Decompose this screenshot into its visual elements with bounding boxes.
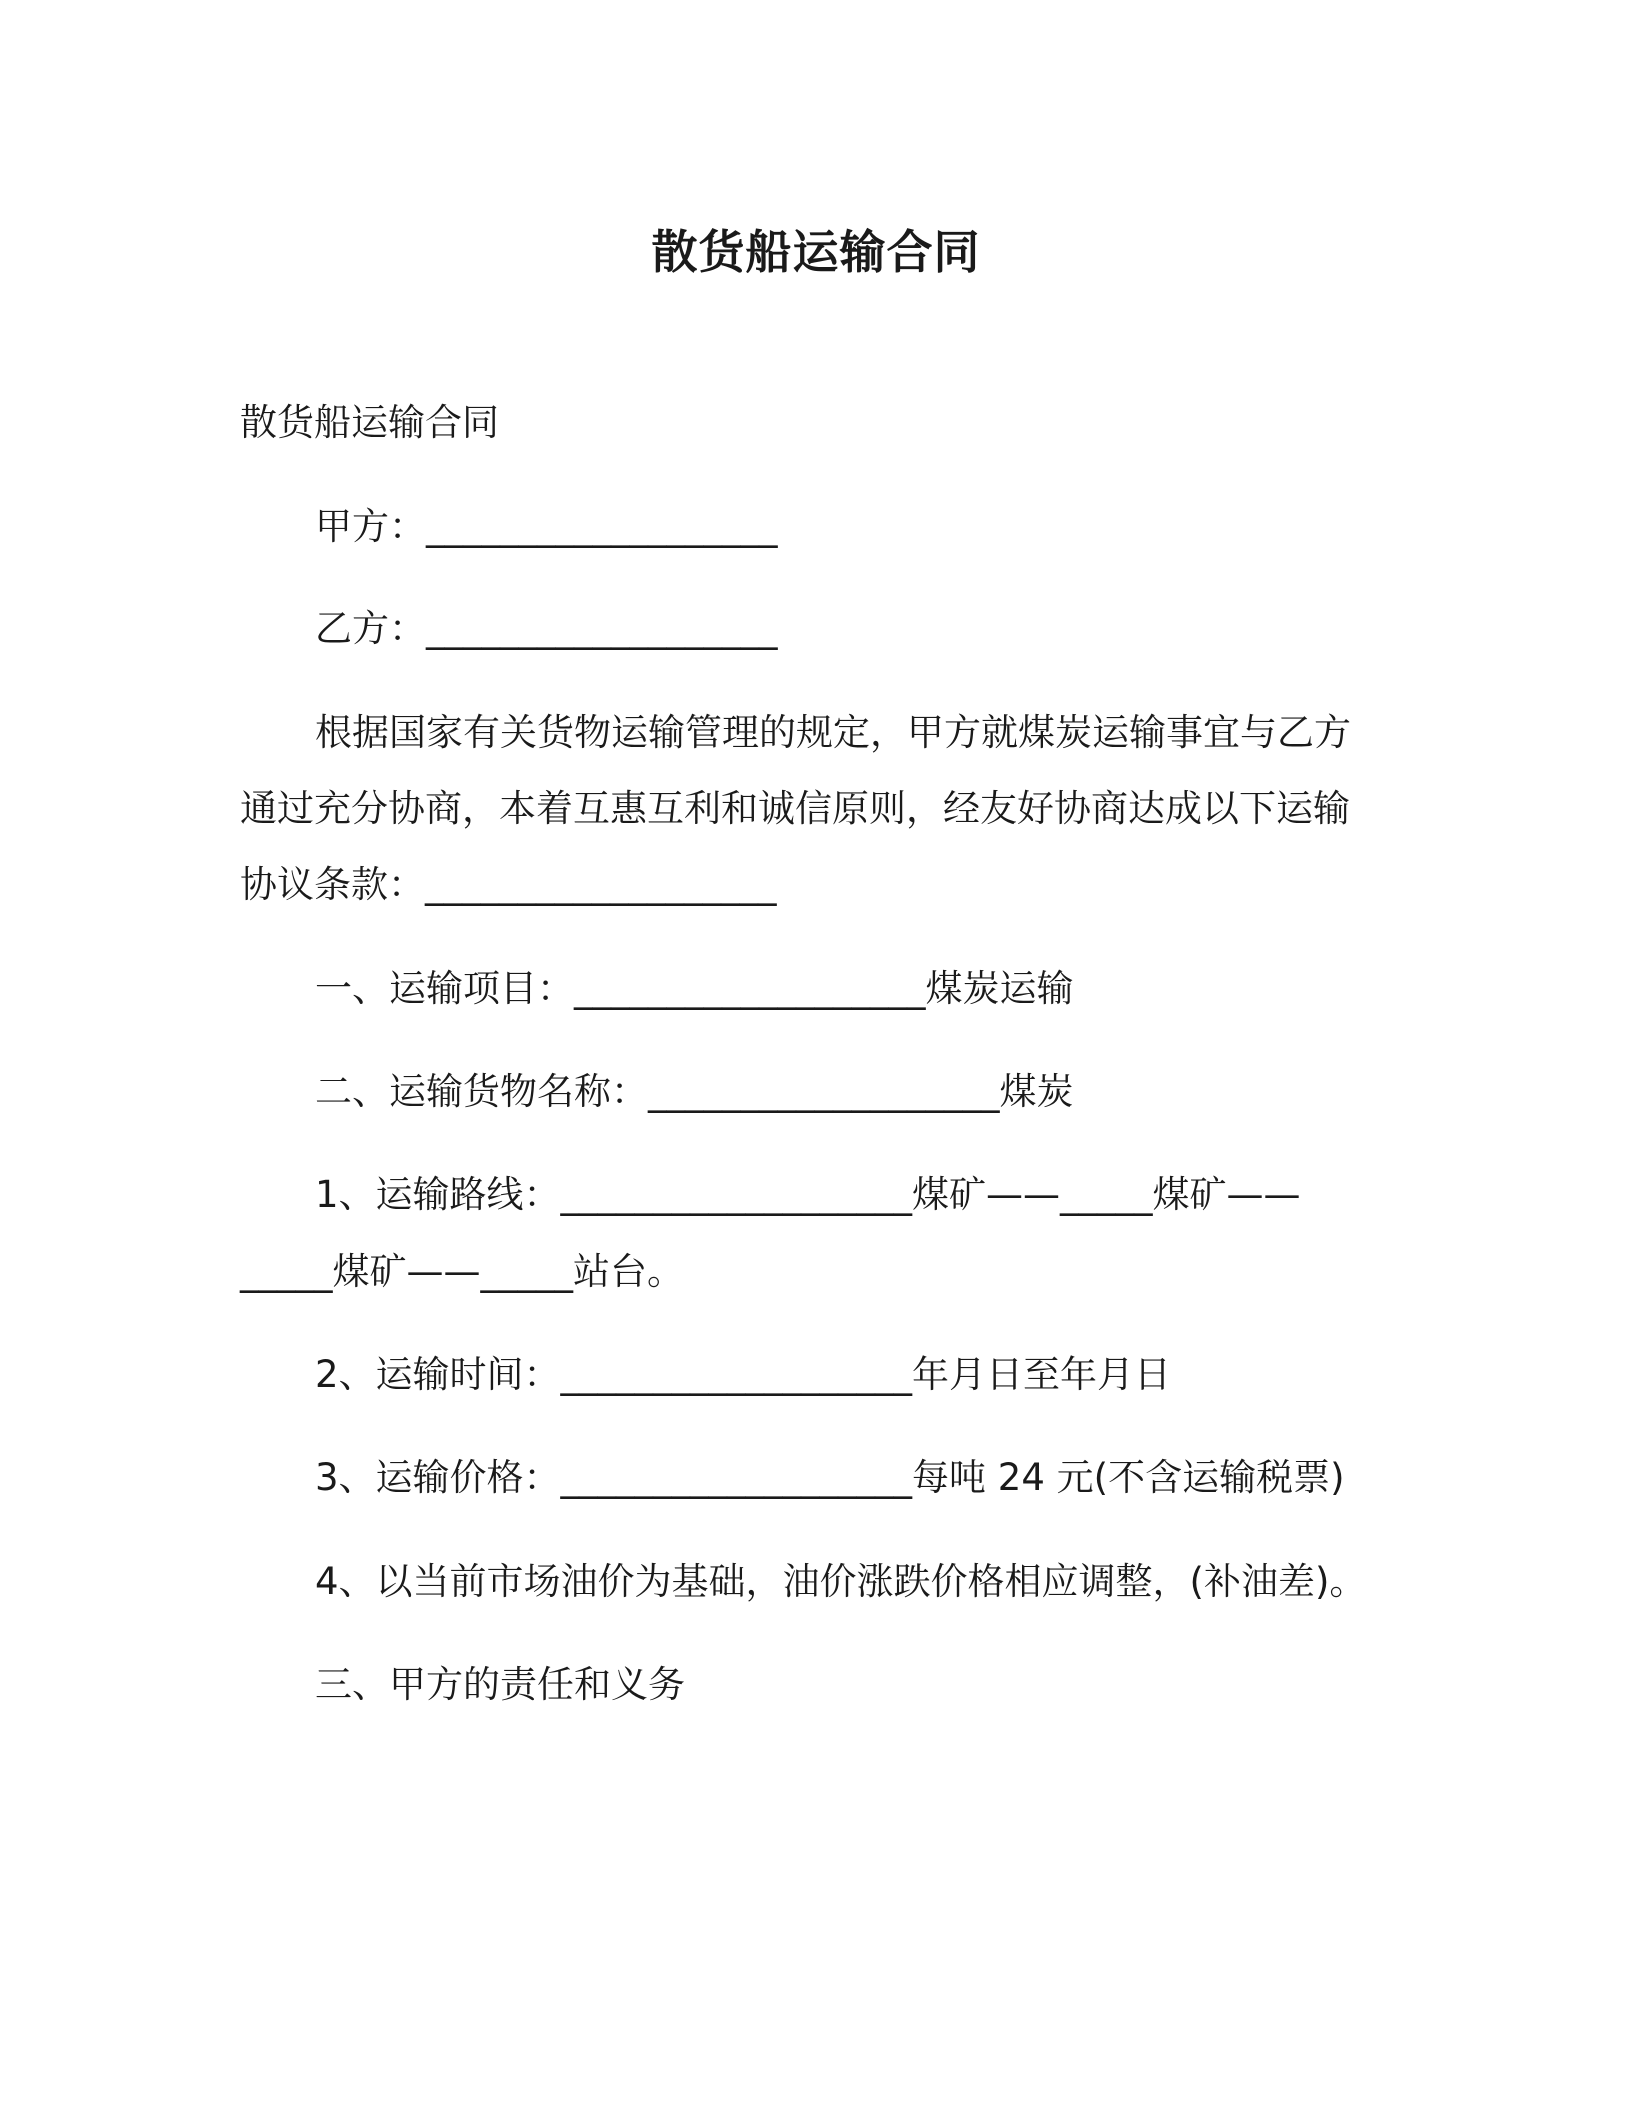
intro-paragraph-line-1: 根据国家有关货物运输管理的规定，甲方就煤炭运输事宜与乙方 xyxy=(315,711,1351,754)
clause-oil-price: 4、以当前市场油价为基础，油价涨跌价格相应调整，(补油差)。 xyxy=(315,1560,1367,1603)
clause-route-line-2: _____煤矿——_____站台。 xyxy=(240,1250,684,1293)
document-title: 散货船运输合同 xyxy=(651,225,981,279)
intro-paragraph-line-2: 通过充分协商，本着互惠互利和诚信原则，经友好协商达成以下运输 xyxy=(240,787,1350,830)
clause-transport-project: 一、运输项目：___________________煤炭运输 xyxy=(315,967,1074,1010)
intro-paragraph-line-3: 协议条款：___________________ xyxy=(240,863,777,906)
party-a-line: 甲方：___________________ xyxy=(315,505,778,548)
clause-transport-time: 2、运输时间：___________________年月日至年月日 xyxy=(315,1353,1172,1396)
contract-heading: 散货船运输合同 xyxy=(240,401,499,444)
clause-transport-price: 3、运输价格：___________________每吨 24 元(不含运输税票) xyxy=(315,1456,1345,1499)
clause-cargo-name: 二、运输货物名称：___________________煤炭 xyxy=(315,1070,1074,1113)
clause-party-a-duties: 三、甲方的责任和义务 xyxy=(315,1663,685,1706)
clause-route-line-1: 1、运输路线：___________________煤矿——_____煤矿—— xyxy=(315,1173,1301,1216)
party-b-line: 乙方：___________________ xyxy=(315,607,778,650)
